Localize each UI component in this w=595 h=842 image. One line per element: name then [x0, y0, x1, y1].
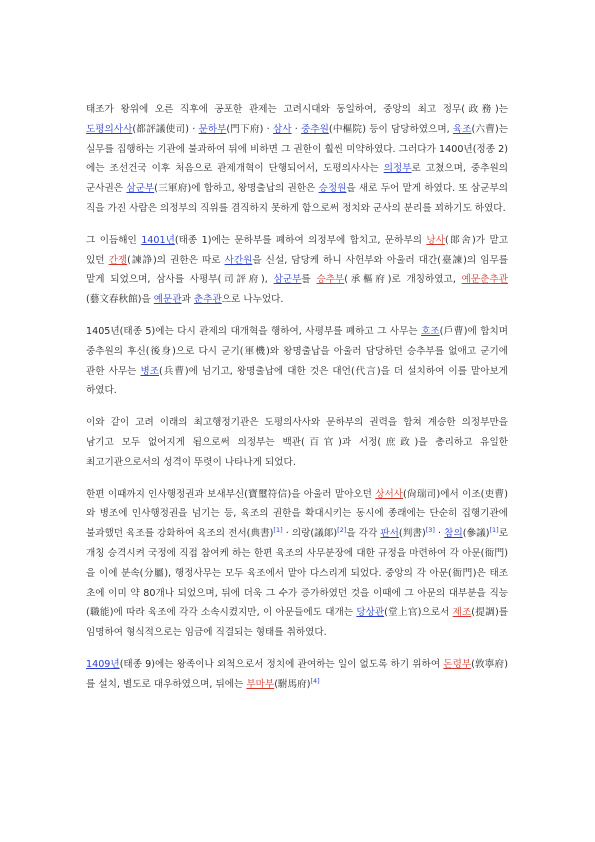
article-link[interactable]: 당상관 — [356, 607, 385, 619]
footnote-ref[interactable]: [3] — [425, 525, 435, 534]
paragraph-text: 로 고쳤으며, 중추원의 군사권은 — [86, 163, 508, 195]
paragraph-text: · — [291, 123, 302, 135]
article-link[interactable]: 사간원 — [224, 254, 253, 266]
paragraph-text: 한편 이때까지 인사행정권과 보새부신(寶璽符信)을 아울러 맡아오던 — [86, 488, 376, 500]
footnote-ref[interactable]: [2] — [337, 525, 347, 534]
article-link[interactable]: 병조 — [140, 365, 159, 377]
missing-article-link[interactable]: 제조 — [452, 607, 472, 619]
paragraph-text: (提調)를 임명하여 형식적으로는 임금에 직결되는 형태를 취하였다. — [86, 607, 508, 639]
missing-article-link[interactable]: 부마부 — [246, 678, 275, 690]
paragraph-text: 로 개칭 승격시켜 국정에 직접 참여케 하는 한편 육조의 사무분장에 대한 규정을 마련하여 각 아문(衙門)을 이에 분속(分屬), 행정사무는 모두 육조에서 맡아 다스리게 되었다. 중앙의 각 아문(衙門)은 태조 초에 이미 약 80개나 되었으며, 뒤에 더욱 그 수가 증가하였던 것을 이때에 그 아문의 대부분을 직능(職能)에 따라 육조에 각각 소속시켰지만, 이 아문들에도 대개는 — [86, 528, 509, 619]
missing-article-link[interactable]: 상서사 — [375, 488, 404, 500]
paragraph-text: (駙馬府) — [274, 678, 311, 690]
paragraph-text: 이와 같이 고려 이래의 최고행정기관은 도평의사사와 문하부의 권력을 합쳐 계승한 의정부만을 남기고 모두 없어지게 됨으로써 의정부는 백관(百官)과 서정(庶政)을 총리하고 유일한 최고기관으로서의 성격이 뚜렷이 나타나게 되었다. — [86, 417, 508, 468]
missing-article-link[interactable]: 돈령부 — [443, 658, 472, 670]
paragraph-text: (堂上官)으로서 — [384, 607, 453, 619]
paragraph-text: (郞舍)가 맡고 있던 — [86, 234, 509, 266]
paragraph-text: (中樞院) 등이 담당하였으며, — [328, 123, 453, 135]
paragraph-text: (判書) — [398, 528, 426, 540]
footnote-ref[interactable]: [1] — [273, 525, 283, 534]
paragraph-text: · — [434, 528, 445, 540]
document-body — [86, 100, 508, 707]
paragraph-text: (六曹)는 실무를 집행하는 기관에 불과하여 뒤에 비하면 그 권한이 훨씬 미약하였다. 그러다가 1400년(정종 2)에는 조선건국 이후 처음으로 관제개혁이 단행되어서, 도평의사사는 — [86, 123, 509, 175]
article-link[interactable]: 승정원 — [318, 183, 347, 195]
paragraph-text: 그 이듬해인 — [86, 234, 142, 246]
article-link[interactable]: 삼군부 — [273, 274, 302, 286]
article-link[interactable]: 1401년 — [141, 234, 175, 246]
paragraph-text: (參議) — [462, 528, 490, 540]
paragraph — [86, 413, 508, 472]
footnote-ref[interactable]: [1] — [489, 525, 499, 534]
article-link[interactable]: 중추원 — [301, 123, 329, 135]
missing-article-link[interactable]: 낭사 — [426, 234, 445, 246]
paragraph-text: 과 — [181, 294, 194, 306]
article-link[interactable]: 의정부 — [383, 163, 412, 175]
article-link[interactable]: 문하부 — [198, 123, 227, 135]
article-link[interactable]: 도평의사사 — [86, 123, 133, 135]
paragraph-text: (戶曹)에 합치며 중추원의 후신(後身)으로 다시 군기(軍機)와 왕명출납을 아울러 담당하던 승추부를 없애고 군기에 관한 사무는 — [86, 325, 509, 377]
paragraph-text: (敦寧府)를 설치, 별도로 대우하였으며, 뒤에는 — [86, 658, 508, 690]
missing-article-link[interactable]: 간쟁 — [108, 254, 128, 266]
paragraph — [86, 231, 508, 310]
paragraph — [86, 485, 508, 643]
paragraph — [86, 655, 508, 695]
paragraph — [86, 322, 508, 401]
paragraph-text: (藝文春秋館)을 — [86, 294, 154, 306]
article-link[interactable]: 육조 — [452, 123, 472, 135]
article-link[interactable]: 참의 — [444, 528, 463, 540]
article-link[interactable]: 춘추관 — [193, 294, 222, 306]
paragraph-text: (태종 1)에는 문하부를 폐하여 의정부에 합치고, 문하부의 — [174, 234, 427, 246]
paragraph-text: 를 — [301, 274, 317, 286]
paragraph-text: (承樞府)로 개칭하였고, — [344, 274, 462, 286]
paragraph-text: 을 새로 두어 맡게 하였다. 또 삼군부의 직을 가진 사람은 의정부의 직위를 겸직하지 못하게 함으로써 정치와 군사의 분리를 꾀하기도 하였다. — [86, 183, 508, 214]
article-link[interactable]: 호조 — [421, 325, 440, 337]
article-link[interactable]: 판서 — [380, 528, 399, 540]
paragraph-text: (都評議使司) · — [132, 123, 199, 135]
article-link[interactable]: 삼군부 — [126, 183, 155, 195]
paragraph-text: (門下府) · — [226, 123, 273, 135]
paragraph-text: (尙瑞司)에서 이조(吏曹)와 병조에 인사행정권을 넘기는 등, 육조의 권한을 확대시키는 동시에 종래에는 단순히 집행기관에 불과했던 육조를 강화하여 육조의 전서(典書) — [86, 488, 508, 540]
paragraph-text: 으로 나누었다. — [221, 294, 284, 306]
paragraph-text: · 의랑(議郞) — [282, 528, 338, 540]
article-link[interactable]: 1409년 — [86, 658, 120, 670]
paragraph-text: (태종 9)에는 왕족이나 외척으로서 정치에 관여하는 일이 없도록 하기 위하여 — [119, 658, 444, 670]
footnote-ref[interactable]: [4] — [310, 676, 320, 685]
paragraph-text: 을 신설, 담당케 하니 사헌부와 아울러 대간(臺諫)의 임무를 맡게 되었으며, 삼사를 사평부(司評府), — [86, 254, 508, 286]
missing-article-link[interactable]: 예문춘추관 — [461, 274, 508, 286]
paragraph-text: 을 각각 — [346, 528, 381, 540]
article-link[interactable]: 예문관 — [153, 294, 182, 306]
article-link[interactable]: 삼사 — [272, 123, 292, 135]
paragraph-text: (三軍府)에 합하고, 왕명출납의 권한은 — [154, 183, 319, 195]
paragraph-text: 태조가 왕위에 오른 직후에 공포한 관제는 고려시대와 동일하여, 중앙의 최고 정무(政務)는 — [86, 104, 508, 115]
paragraph-text: (兵曹)에 넘기고, 왕명출납에 대한 것은 대언(代言)을 더 설치하여 이를 맡아보게 하였다. — [86, 365, 508, 397]
paragraph — [86, 100, 508, 219]
missing-article-link[interactable]: 승추부 — [316, 274, 345, 286]
paragraph-text: (諫諍)의 권한은 따로 — [127, 254, 225, 266]
paragraph-text: 1405년(태종 5)에는 다시 관제의 대개혁을 행하여, 사평부를 폐하고 그 사무는 — [86, 325, 422, 337]
